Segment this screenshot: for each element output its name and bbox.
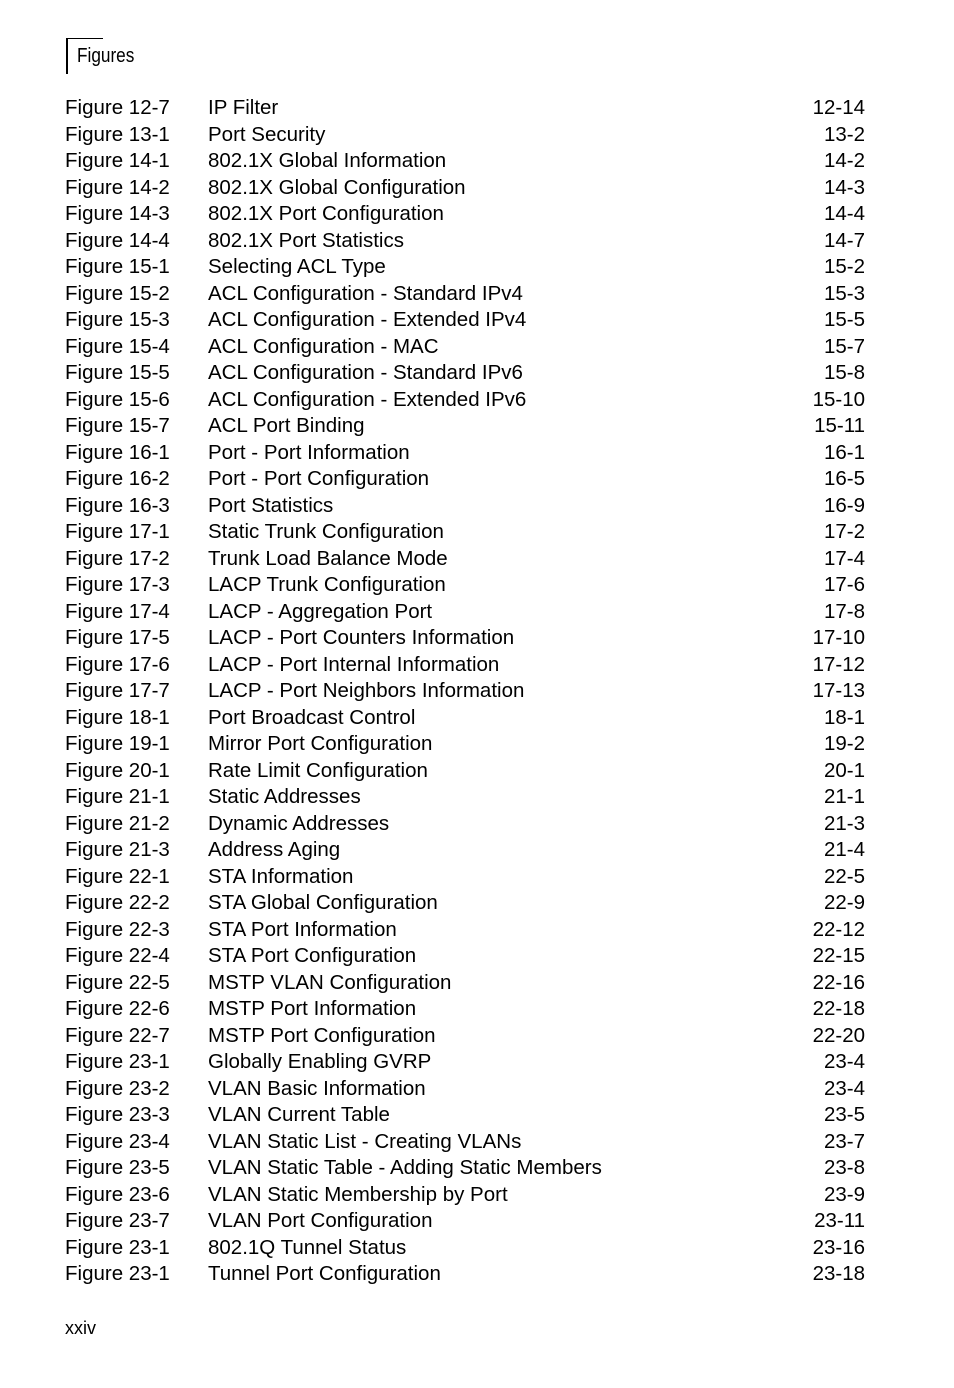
figure-title[interactable]: Port - Port Information (208, 440, 410, 464)
page-number: xxiv (65, 1318, 96, 1338)
figure-page-number[interactable]: 15-3 (823, 281, 865, 305)
figure-entry[interactable] (65, 996, 865, 1023)
figure-entry[interactable] (65, 811, 865, 838)
figure-title[interactable]: LACP - Port Neighbors Information (208, 679, 525, 702)
figure-page-number[interactable]: 20-1 (823, 758, 865, 782)
figure-page-number[interactable]: 22-20 (812, 1023, 865, 1047)
figure-label: Figure 16-1 (65, 440, 170, 464)
figure-entry[interactable] (65, 466, 865, 493)
figure-page-number[interactable]: 21-4 (823, 838, 865, 861)
figure-page-number[interactable]: 14-4 (823, 202, 865, 225)
figure-page-number[interactable]: 15-10 (812, 387, 865, 411)
figure-title[interactable]: Mirror Port Configuration (208, 732, 433, 755)
figure-title[interactable]: Port Broadcast Control (208, 705, 416, 729)
figure-list (65, 95, 865, 1288)
figure-label: Figure 14-1 (65, 149, 170, 172)
figure-page-number[interactable]: 19-2 (823, 732, 865, 755)
figure-page-number[interactable]: 22-18 (812, 997, 865, 1020)
figure-title[interactable]: Tunnel Port Configuration (208, 1262, 441, 1285)
figure-title[interactable]: VLAN Port Configuration (208, 1209, 433, 1232)
figure-label: Figure 21-2 (65, 811, 170, 835)
figure-label: Figure 14-2 (65, 175, 170, 199)
figure-title[interactable]: Port Statistics (208, 493, 334, 517)
figure-page-number[interactable]: 13-2 (823, 122, 865, 146)
figure-entry[interactable] (65, 122, 865, 149)
figure-entry[interactable] (65, 387, 865, 414)
figure-entry[interactable] (65, 1235, 865, 1262)
figure-entry[interactable] (65, 678, 865, 705)
figure-entry[interactable] (65, 1102, 865, 1129)
figure-title[interactable]: MSTP Port Configuration (208, 1023, 436, 1047)
figure-page-number[interactable]: 15-2 (823, 255, 865, 278)
figure-entry[interactable] (65, 1261, 865, 1288)
figure-page-number[interactable]: 17-2 (823, 520, 865, 543)
header-rule (66, 38, 68, 74)
figure-entry[interactable] (65, 758, 865, 785)
figure-label: Figure 12-7 (65, 96, 170, 119)
figure-entry[interactable] (65, 201, 865, 228)
figure-title[interactable]: STA Global Configuration (208, 891, 438, 914)
figure-title[interactable]: STA Port Information (208, 917, 397, 941)
figure-label: Figure 22-3 (65, 917, 170, 941)
figure-entry[interactable] (65, 307, 865, 334)
figure-page-number[interactable]: 17-8 (823, 599, 865, 623)
figure-label: Figure 14-4 (65, 228, 170, 252)
figure-label: Figure 17-3 (65, 573, 170, 596)
figure-label: Figure 22-4 (65, 944, 170, 967)
figure-entry[interactable] (65, 784, 865, 811)
figure-title[interactable]: MSTP VLAN Configuration (208, 970, 452, 994)
figure-label: Figure 15-3 (65, 308, 170, 331)
figure-page-number[interactable]: 14-7 (823, 228, 865, 252)
figure-page-number[interactable]: 22-12 (812, 917, 865, 941)
figure-page-number[interactable]: 15-7 (823, 334, 865, 358)
figure-label: Figure 15-5 (65, 361, 170, 384)
figure-entry[interactable] (65, 175, 865, 202)
figure-page-number[interactable]: 17-4 (823, 546, 865, 570)
figure-title[interactable]: VLAN Static Membership by Port (208, 1182, 508, 1206)
figure-title[interactable]: ACL Port Binding (208, 414, 365, 437)
figure-page-number[interactable]: 22-5 (823, 864, 865, 888)
figure-entry[interactable] (65, 413, 865, 440)
figure-title[interactable]: ACL Configuration - Standard IPv6 (208, 361, 523, 384)
figure-page-number[interactable]: 23-11 (814, 1209, 865, 1232)
figure-page-number[interactable]: 22-9 (823, 891, 865, 914)
figure-entry[interactable] (65, 1023, 865, 1050)
figure-label: Figure 15-2 (65, 281, 170, 305)
figure-title[interactable]: LACP - Port Counters Information (208, 626, 515, 649)
figure-entry[interactable] (65, 625, 865, 652)
figure-page-number[interactable]: 23-9 (823, 1182, 865, 1206)
figure-label: Figure 19-1 (65, 732, 170, 755)
figure-entry[interactable] (65, 1129, 865, 1156)
figure-title[interactable]: Static Trunk Configuration (208, 520, 444, 543)
figure-label: Figure 18-1 (65, 705, 170, 729)
figure-page-number[interactable]: 14-3 (823, 175, 865, 199)
figure-entry[interactable] (65, 440, 865, 467)
figure-page-number[interactable]: 15-5 (823, 308, 865, 331)
figure-label: Figure 13-1 (65, 122, 170, 146)
figure-page-number[interactable]: 15-8 (823, 361, 865, 384)
figure-label: Figure 23-7 (65, 1209, 170, 1232)
figure-title[interactable]: VLAN Current Table (208, 1103, 390, 1126)
figure-page-number[interactable]: 15-11 (814, 414, 865, 437)
figure-entry[interactable] (65, 917, 865, 944)
figure-title[interactable]: ACL Configuration - MAC (208, 334, 439, 358)
figure-title[interactable]: ACL Configuration - Extended IPv6 (208, 387, 527, 411)
figure-title[interactable]: Address Aging (208, 838, 341, 861)
figure-entry[interactable] (65, 519, 865, 546)
figure-label: Figure 16-2 (65, 467, 170, 490)
figure-page-number[interactable]: 18-1 (823, 705, 865, 729)
figure-title[interactable]: 802.1X Port Configuration (208, 202, 444, 225)
figure-entry[interactable] (65, 890, 865, 917)
figure-label: Figure 23-4 (65, 1129, 170, 1153)
figure-title[interactable]: Rate Limit Configuration (208, 758, 428, 782)
figure-entry[interactable] (65, 572, 865, 599)
figure-label: Figure 21-1 (65, 785, 170, 808)
figure-page-number[interactable]: 21-3 (823, 811, 865, 835)
figure-title[interactable]: LACP Trunk Configuration (208, 573, 446, 596)
header-top-rule (66, 38, 103, 39)
figure-entry[interactable] (65, 334, 865, 361)
figure-label: Figure 17-6 (65, 652, 170, 676)
figure-page-number[interactable]: 23-4 (823, 1076, 865, 1100)
figure-label: Figure 22-6 (65, 997, 170, 1020)
figure-title[interactable]: ACL Configuration - Extended IPv4 (208, 308, 527, 331)
figure-title[interactable]: Globally Enabling GVRP (208, 1050, 432, 1073)
figure-title[interactable]: Selecting ACL Type (208, 255, 386, 278)
figure-page-number[interactable]: 23-18 (812, 1262, 865, 1285)
figure-label: Figure 23-3 (65, 1103, 170, 1126)
figure-entry[interactable] (65, 705, 865, 732)
figure-title[interactable]: STA Information (208, 864, 354, 888)
figure-label: Figure 22-5 (65, 970, 170, 994)
figure-page-number[interactable]: 14-2 (823, 149, 865, 172)
figure-label: Figure 23-1 (65, 1050, 170, 1073)
figure-page-number[interactable]: 12-14 (812, 96, 865, 119)
figure-entry[interactable] (65, 1182, 865, 1209)
figure-entry[interactable] (65, 228, 865, 255)
figure-entry[interactable] (65, 1049, 865, 1076)
figure-label: Figure 22-1 (65, 864, 170, 888)
figure-title[interactable]: Dynamic Addresses (208, 811, 390, 835)
figure-label: Figure 15-4 (65, 334, 170, 358)
figure-entry[interactable] (65, 95, 865, 122)
figure-label: Figure 17-1 (65, 520, 170, 543)
figure-page-number[interactable]: 23-4 (823, 1050, 865, 1073)
figure-label: Figure 14-3 (65, 202, 170, 225)
figure-title[interactable]: LACP - Port Internal Information (208, 652, 500, 676)
figure-label: Figure 17-2 (65, 546, 170, 570)
figure-entry[interactable] (65, 148, 865, 175)
figure-entry[interactable] (65, 943, 865, 970)
figure-label: Figure 23-5 (65, 1156, 170, 1179)
figure-title[interactable]: Port - Port Configuration (208, 467, 430, 490)
figure-title[interactable]: VLAN Basic Information (208, 1076, 426, 1100)
figure-entry[interactable] (65, 864, 865, 891)
figure-entry[interactable] (65, 1155, 865, 1182)
figure-label: Figure 23-2 (65, 1076, 170, 1100)
figure-title[interactable]: LACP - Aggregation Port (208, 599, 433, 623)
figure-title[interactable]: VLAN Static List - Creating VLANs (208, 1129, 522, 1153)
figure-page-number[interactable]: 16-5 (823, 467, 865, 490)
figure-page-number[interactable]: 23-8 (823, 1156, 865, 1179)
figure-title[interactable]: 802.1Q Tunnel Status (208, 1235, 407, 1259)
figure-page-number[interactable]: 23-7 (823, 1129, 865, 1153)
section-header-title: Figures (77, 45, 135, 67)
figure-entry[interactable] (65, 546, 865, 573)
figure-title[interactable]: STA Port Configuration (208, 944, 417, 967)
figure-title[interactable]: 802.1X Port Statistics (208, 228, 404, 252)
figure-title[interactable]: IP Filter (208, 96, 279, 119)
figure-label: Figure 15-6 (65, 387, 170, 411)
figure-page-number[interactable]: 17-10 (812, 626, 865, 649)
figure-page-number[interactable]: 22-15 (812, 944, 865, 967)
figure-title[interactable]: 802.1X Global Configuration (208, 175, 466, 199)
figure-page-number[interactable]: 17-6 (823, 573, 865, 596)
figure-label: Figure 15-7 (65, 414, 170, 437)
figure-label: Figure 20-1 (65, 758, 170, 782)
figure-title[interactable]: 802.1X Global Information (208, 149, 447, 172)
figure-label: Figure 23-1 (65, 1235, 170, 1259)
figure-title[interactable]: Port Security (208, 122, 326, 146)
figure-entry[interactable] (65, 652, 865, 679)
figure-title[interactable]: ACL Configuration - Standard IPv4 (208, 281, 523, 305)
figure-page-number[interactable]: 23-16 (812, 1235, 865, 1259)
figure-page-number[interactable]: 16-9 (823, 493, 865, 517)
figure-page-number[interactable]: 17-13 (812, 679, 865, 702)
figure-label: Figure 21-3 (65, 838, 170, 861)
figure-entry[interactable] (65, 360, 865, 387)
figure-label: Figure 17-5 (65, 626, 170, 649)
figure-page-number[interactable]: 16-1 (823, 440, 865, 464)
figure-label: Figure 15-1 (65, 255, 170, 278)
figure-entry[interactable] (65, 1076, 865, 1103)
figure-title[interactable]: Trunk Load Balance Mode (208, 546, 448, 570)
figure-label: Figure 17-4 (65, 599, 170, 623)
figure-page-number[interactable]: 22-16 (812, 970, 865, 994)
figure-page-number[interactable]: 23-5 (823, 1103, 865, 1126)
figure-title[interactable]: VLAN Static Table - Adding Static Members (208, 1156, 602, 1179)
figure-label: Figure 23-6 (65, 1182, 170, 1206)
figure-title[interactable]: Static Addresses (208, 785, 361, 808)
figure-entry[interactable] (65, 493, 865, 520)
figure-label: Figure 22-2 (65, 891, 170, 914)
figure-title[interactable]: MSTP Port Information (208, 997, 417, 1020)
figure-label: Figure 23-1 (65, 1262, 170, 1285)
figure-entry[interactable] (65, 837, 865, 864)
figure-entry[interactable] (65, 281, 865, 308)
figure-label: Figure 22-7 (65, 1023, 170, 1047)
figure-entry[interactable] (65, 731, 865, 758)
figure-entry[interactable] (65, 599, 865, 626)
figure-entry[interactable] (65, 970, 865, 997)
figure-label: Figure 17-7 (65, 679, 170, 702)
figure-label: Figure 16-3 (65, 493, 170, 517)
figure-page-number[interactable]: 17-12 (812, 652, 865, 676)
figure-entry[interactable] (65, 1208, 865, 1235)
figure-entry[interactable] (65, 254, 865, 281)
figure-page-number[interactable]: 21-1 (823, 785, 865, 808)
